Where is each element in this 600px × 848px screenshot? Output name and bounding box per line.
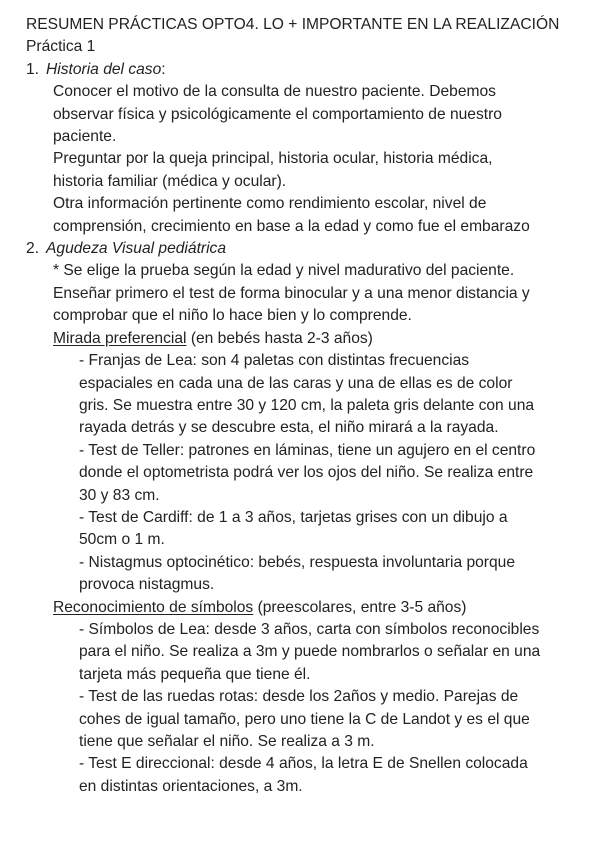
text-line: observar física y psicológicamente el comportamiento de nuestro xyxy=(53,105,502,123)
mirada-label: Mirada preferencial xyxy=(53,329,187,347)
text-line: Preguntar por la queja principal, historia ocular, historia médica, xyxy=(53,150,493,168)
text-line: Conocer el motivo de la consulta de nuestro paciente. Debemos xyxy=(53,83,496,101)
document-title: RESUMEN PRÁCTICAS OPTO4. LO + IMPORTANTE EN LA REALIZACIÓN xyxy=(26,16,560,33)
mirada-rest: (en bebés hasta 2-3 años) xyxy=(186,329,373,347)
text-line: espaciales en cada una de las caras y una de ellas es de color xyxy=(79,374,513,392)
reconocimiento-heading xyxy=(26,597,600,619)
section-agudeza xyxy=(26,238,600,798)
reconocimiento-body xyxy=(26,619,600,798)
text-line: - Test E direccional: desde 4 años, la letra E de Snellen colocada xyxy=(79,755,528,773)
section-2-heading xyxy=(26,238,600,260)
text-line: * Se elige la prueba según la edad y nivel madurativo del paciente. xyxy=(53,262,515,280)
reconocimiento-rest: (preescolares, entre 3-5 años) xyxy=(253,598,467,616)
text-line: donde el optometrista podrá ver los ojos del niño. Se realiza entre xyxy=(79,464,534,482)
text-line: - Nistagmus optocinético: bebés, respuesta involuntaria porque xyxy=(79,553,516,571)
section-1-heading xyxy=(26,59,600,81)
text-line: - Símbolos de Lea: desde 3 años, carta con símbolos reconocibles xyxy=(79,620,540,638)
text-line: tiene que señalar el niño. Se realiza a 3 m. xyxy=(79,733,375,750)
text-line: rayada detrás y se descubre esta, el niño mirará a la rayada. xyxy=(79,419,499,437)
section-1-body xyxy=(26,81,600,238)
text-line: comprensión, crecimiento en base a la edad y como fue el embarazo xyxy=(53,217,530,235)
text-line: - Test de las ruedas rotas: desde los 2años y medio. Parejas de xyxy=(79,688,519,706)
reconocimiento-label: Reconocimiento de símbolos xyxy=(53,598,254,616)
mirada-heading xyxy=(26,328,600,350)
practica-heading: Práctica 1 xyxy=(26,38,96,56)
text-line: - Test de Teller: patrones en láminas, tiene un agujero en el centro xyxy=(79,441,536,459)
section-2-number: 2. xyxy=(26,240,40,258)
text-line: comprobar que el niño lo hace bien y lo comprende. xyxy=(53,307,412,325)
text-line: Enseñar primero el test de forma binocular y a una menor distancia y xyxy=(53,284,530,302)
text-line: para el niño. Se realiza a 3m y puede nombrarlos o señalar en una xyxy=(79,643,541,661)
text-line: gris. Se muestra entre 30 y 120 cm, la paleta gris delante con una xyxy=(79,396,535,414)
text-line: provoca nistagmus. xyxy=(79,576,215,594)
text-line: cohes de igual tamaño, pero uno tiene la C de Landot y es el que xyxy=(79,710,530,728)
text-line: paciente. xyxy=(53,128,117,146)
section-1-colon: : xyxy=(161,60,166,78)
text-line: 30 y 83 cm. xyxy=(79,486,160,504)
section-2-title: Agudeza Visual pediátrica xyxy=(46,240,227,258)
section-historia xyxy=(26,59,600,238)
text-line: historia familiar (médica y ocular). xyxy=(53,172,287,190)
section-1-title: Historia del caso xyxy=(46,60,162,78)
text-line: tarjeta más pequeña que tiene él. xyxy=(79,665,311,683)
text-line: 50cm o 1 m. xyxy=(79,531,165,549)
section-2-intro xyxy=(26,260,600,327)
text-line: - Test de Cardiff: de 1 a 3 años, tarjetas grises con un dibujo a xyxy=(79,508,508,526)
text-line: en distintas orientaciones, a 3m. xyxy=(79,777,303,795)
mirada-body xyxy=(26,350,600,596)
text-line: - Franjas de Lea: son 4 paletas con distintas frecuencias xyxy=(79,352,470,370)
section-1-number: 1. xyxy=(26,60,40,78)
text-line: Otra información pertinente como rendimiento escolar, nivel de xyxy=(53,195,487,213)
